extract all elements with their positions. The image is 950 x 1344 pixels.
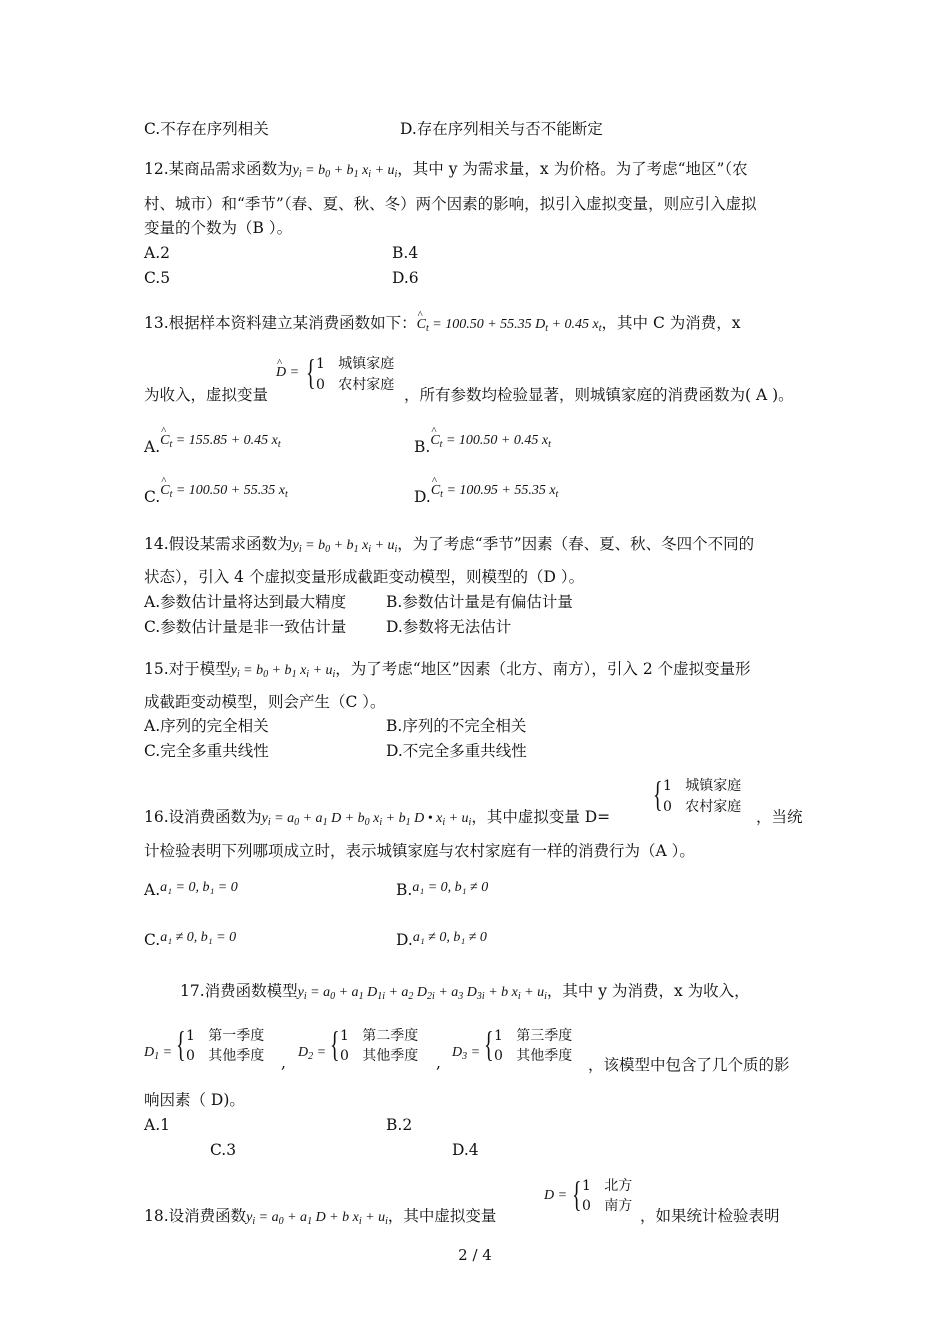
q12-stem-pre: 12.某商品需求函数为 — [144, 160, 293, 178]
q16-brace-icon: { — [653, 774, 663, 814]
q15-option-d: D.不完全多重共线性 — [386, 742, 527, 760]
q16-option-a-label: A. — [144, 881, 161, 899]
q16-option-c-label: C. — [144, 931, 161, 949]
q15-option-a: A.序列的完全相关 — [144, 717, 269, 735]
q14-line2: 状态），引入 4 个虚拟变量形成截距变动模型，则模型的（D ）。 — [144, 568, 585, 586]
q17-d2-piece1-label: 第二季度 — [362, 1028, 419, 1044]
q17-d3-piece-1: 1 第三季度 — [494, 1028, 573, 1044]
q14-stem-post: ，为了考虑“季节”因素（春、夏、秋、冬四个不同的 — [397, 535, 755, 553]
q12-line2: 村、城市）和“季节”（春、夏、秋、冬）两个因素的影响，拟引入虚拟变量，则应引入虚拟 — [144, 195, 757, 213]
q17-option-a: A.1 — [144, 1116, 170, 1134]
q15-formula: $y_i = b_0 + b_1$ $x_i + u_i$ — [230, 663, 336, 680]
q13-option-a-formula: = 155.85 + 0.45 x — [175, 433, 278, 448]
q15-stem — [144, 659, 751, 685]
q14-stem — [144, 534, 754, 560]
q13-line2-pre: 为收入，虚拟变量 — [144, 386, 269, 404]
q18-dummy-symbol: D = — [544, 1188, 568, 1203]
q14-stem-pre: 14.假设某需求函数为 — [144, 535, 293, 553]
q13-piece0-label: 农村家庭 — [338, 377, 395, 393]
q17-d1-brace-icon: { — [176, 1024, 186, 1064]
q13-option-b-label: B. — [414, 438, 431, 456]
q16-piece0-label: 农村家庭 — [685, 799, 742, 815]
q17-d1-symbol: $D_1$ = — [144, 1045, 173, 1062]
q17-line2-post: ，该模型中包含了几个质的影 — [588, 1056, 790, 1074]
q13-option-b-formula: = 100.50 + 0.45 x — [445, 433, 549, 448]
q14-option-d: D.参数将无法估计 — [386, 618, 512, 636]
q13-option-a: A.^ $C_t = 155.85 + 0.45$ $x_t$ — [144, 437, 281, 463]
q16-stem-post: ，当统 — [756, 808, 803, 826]
q17-d3-piece-0: 0 其他季度 — [494, 1048, 573, 1064]
q17-d3-symbol: $D_3$ = — [452, 1045, 481, 1062]
q12-option-c: C.5 — [144, 269, 171, 287]
q18-stem-post: ，如果统计检验表明 — [640, 1207, 780, 1225]
q17-option-d: D.4 — [452, 1141, 479, 1159]
q13-stem-pre: 13.根据样本资料建立某消费函数如下： — [144, 314, 417, 332]
q13-line2-post: ，所有参数均检验显著，则城镇家庭的消费函数为( A )。 — [404, 386, 794, 404]
q17-line3: 响因素（ D)。 — [144, 1091, 245, 1109]
q16-line2: 计检验表明下列哪项成立时，表示城镇家庭与农村家庭有一样的消费行为（A ）。 — [144, 842, 695, 860]
q17-d2-piece0-label: 其他季度 — [362, 1048, 419, 1064]
q17-d3-brace-icon: { — [484, 1024, 494, 1064]
q14-option-b: B.参数估计量是有偏估计量 — [386, 593, 573, 611]
q13-option-d-label: D. — [414, 488, 431, 506]
q17-d3-piece1-label: 第三季度 — [516, 1028, 573, 1044]
q14-formula: $y_i = b_0 + b_1$ $x_i + u_i$ — [292, 538, 398, 555]
q13-option-c-label: C. — [144, 488, 161, 506]
q17-d2-piece-0: 0 其他季度 — [340, 1048, 419, 1064]
q13-option-c-formula: = 100.50 + 55.35 x — [175, 483, 285, 498]
q13-option-d: D.^ $C_t = 100.95 + 55.35$ $x_t$ — [414, 487, 558, 513]
q13-brace-icon: { — [306, 352, 316, 392]
q13-stem — [144, 313, 741, 339]
q13-option-a-label: A. — [144, 438, 161, 456]
q13-piece-0: 0 农村家庭 — [316, 377, 395, 393]
q18-stem-mid: ，其中虚拟变量 — [387, 1207, 497, 1225]
q13-piece1-label: 城镇家庭 — [338, 356, 395, 372]
q17-formula: $y_i = a_0 + a_1$ $D_{1i} + a_2$ $D_{2i} + a_3$ $D_{3i} + b$ $x_i + u_i$ — [297, 985, 547, 1002]
q16-option-d — [396, 930, 487, 952]
q17-d1-piece-0: 0 其他季度 — [186, 1048, 265, 1064]
q16-option-d-formula: a₁ ≠ 0, b₁ ≠ 0 — [412, 930, 487, 945]
q17-d1-piece0-label: 其他季度 — [208, 1048, 265, 1064]
page-number: 2 / 4 — [458, 1246, 492, 1264]
q18-piece-0: 0 南方 — [582, 1198, 633, 1214]
q16-piece-1: 1 城镇家庭 — [663, 778, 742, 794]
q17-d1-piece1-label: 第一季度 — [208, 1028, 265, 1044]
q16-piece-0: 0 农村家庭 — [663, 799, 742, 815]
q13-option-c: C.^ $C_t = 100.50 + 55.35$ $x_t$ — [144, 487, 288, 513]
q16-stem-mid: ，其中虚拟变量 D= — [471, 808, 611, 826]
q13-stem-post: ，其中 C 为消费，x — [601, 314, 741, 332]
q12-stem-post: ，其中 y 为需求量，x 为价格。为了考虑“地区”（农 — [397, 160, 748, 178]
q16-option-a-formula: a₁ = 0, b₁ = 0 — [160, 880, 238, 895]
q13-piece-1: 1 城镇家庭 — [316, 356, 395, 372]
q12-option-a: A.2 — [144, 244, 170, 262]
q17-stem-post: ，其中 y 为消费，x 为收入， — [546, 982, 750, 1000]
q16-stem-pre: 16.设消费函数为 — [144, 808, 262, 826]
q17-comma-2: , — [436, 1054, 441, 1072]
q14-option-c: C.参数估计量是非一致估计量 — [144, 618, 347, 636]
q16-option-b-formula: a₁ = 0, b₁ ≠ 0 — [412, 880, 489, 895]
q16-stem — [144, 807, 610, 833]
q13-dummy-symbol: ^ D = — [276, 363, 299, 383]
q15-stem-pre: 15.对于模型 — [144, 660, 231, 678]
q17-comma-1: , — [281, 1054, 286, 1072]
q17-stem-pre: 17.消费函数模型 — [180, 982, 298, 1000]
q15-line2: 成截距变动模型，则会产生（C ）。 — [144, 693, 386, 711]
q15-option-b: B.序列的不完全相关 — [386, 717, 527, 735]
q15-option-c: C.完全多重共线性 — [144, 742, 269, 760]
q12-option-b: B.4 — [392, 244, 419, 262]
q17-d2-piece-1: 1 第二季度 — [340, 1028, 419, 1044]
q18-piece0-label: 南方 — [604, 1198, 633, 1214]
q11-option-c: C.不存在序列相关 — [144, 120, 269, 138]
q18-piece1-label: 北方 — [604, 1178, 633, 1194]
q17-d1-piece-1: 1 第一季度 — [186, 1028, 265, 1044]
q16-option-b — [396, 880, 488, 902]
q16-option-c — [144, 930, 236, 952]
q12-line3: 变量的个数为（B ）。 — [144, 219, 293, 237]
q14-option-a: A.参数估计量将达到最大精度 — [144, 593, 347, 611]
q13-option-d-formula: = 100.95 + 55.35 x — [446, 483, 556, 498]
q11-option-d: D.存在序列相关与否不能断定 — [400, 120, 603, 138]
q18-brace-icon: { — [572, 1174, 582, 1214]
q17-d2-symbol: $D_2$ = — [298, 1045, 327, 1062]
q17-d3-piece0-label: 其他季度 — [516, 1048, 573, 1064]
q17-option-c: C.3 — [210, 1141, 237, 1159]
q13-formula: ^ $C_t = 100.50 + 55.35$ $D_t + 0.45$ $x_t$ — [417, 317, 602, 332]
q16-option-c-formula: a₁ ≠ 0, b₁ = 0 — [160, 930, 237, 945]
q17-stem — [180, 981, 750, 1007]
q15-stem-post: ，为了考虑“地区”因素（北方、南方），引入 2 个虚拟变量形 — [335, 660, 751, 678]
q13-option-b: B.^ $C_t = 100.50 + 0.45$ $x_t$ — [414, 437, 551, 463]
q12-stem — [144, 159, 748, 185]
q16-option-d-label: D. — [396, 931, 413, 949]
q12-formula: $y_i = b_0 + b_1$ $x_i + u_i$ — [292, 163, 398, 180]
q17-d2-brace-icon: { — [330, 1024, 340, 1064]
q12-option-d: D.6 — [392, 269, 419, 287]
q16-option-a — [144, 880, 238, 902]
q16-formula: $y_i = a_0 + a_1$ $D + b_0$ $x_i + b_1$ D • $x_i + u_i$ — [261, 811, 472, 828]
q16-piece1-label: 城镇家庭 — [685, 778, 742, 794]
q16-option-b-label: B. — [396, 881, 413, 899]
q18-piece-1: 1 北方 — [582, 1178, 633, 1194]
q17-option-b: B.2 — [386, 1116, 413, 1134]
q18-stem — [144, 1206, 496, 1232]
q18-formula: $y_i = a_0 + a_1$ D + b $x_i + u_i$ — [246, 1210, 388, 1227]
q18-stem-pre: 18.设消费函数 — [144, 1207, 247, 1225]
